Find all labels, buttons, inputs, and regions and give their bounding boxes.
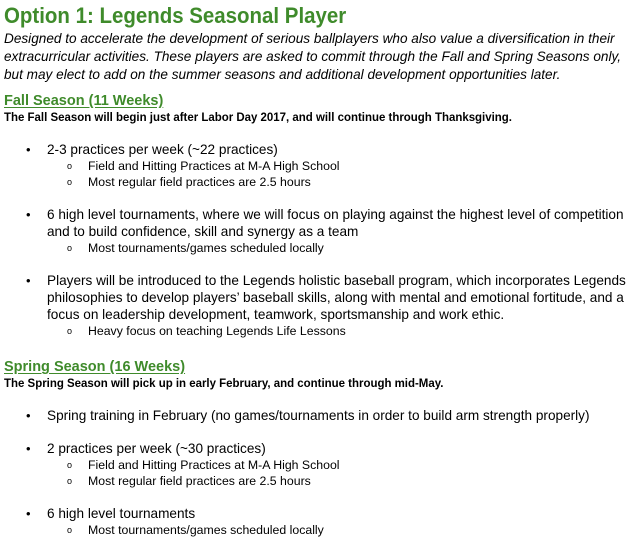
spring-season-section	[4, 358, 634, 538]
page-title: Option 1: Legends Seasonal Player	[4, 3, 347, 28]
sub-list-item-text: Most regular field practices are 2.5 hours	[88, 175, 311, 189]
sub-list-item	[4, 240, 634, 256]
circle-bullet-icon: o	[67, 476, 73, 486]
sub-list-item	[4, 457, 634, 473]
spring-season-heading: Spring Season (16 Weeks)	[4, 359, 186, 375]
sub-list-item	[4, 473, 634, 489]
sub-list	[47, 158, 634, 190]
sub-list-item-text: Most tournaments/games scheduled locally	[88, 523, 324, 537]
sub-list-item-text: Heavy focus on teaching Legends Life Lessons	[88, 324, 346, 338]
circle-bullet-icon: o	[67, 525, 73, 535]
circle-bullet-icon: o	[67, 161, 73, 171]
circle-bullet-icon: o	[67, 460, 73, 470]
spring-bullet-list	[4, 407, 634, 538]
list-item	[4, 141, 634, 190]
list-item-text: Players will be introduced to the Legends holistic baseball program, which incorporates Legends philosophies to develop players’ baseball skills, along with mental and emotional fortitude, and a focus on leadership development, teamwork, sportsmanship and work ethic.	[47, 273, 626, 322]
circle-bullet-icon: o	[67, 326, 73, 336]
sub-list	[47, 522, 634, 538]
list-item	[4, 272, 634, 339]
bullet-dot-icon: •	[26, 207, 31, 222]
spring-season-lead: The Spring Season will pick up in early February, and continue through mid-May.	[4, 376, 444, 390]
list-item-text: Spring training in February (no games/tournaments in order to build arm strength properly)	[47, 408, 590, 423]
sub-list	[47, 457, 634, 489]
fall-season-lead: The Fall Season will begin just after Labor Day 2017, and will continue through Thanksgiving.	[4, 110, 512, 124]
list-item-text: 6 high level tournaments	[47, 506, 196, 521]
sub-list-item	[4, 323, 634, 339]
list-item	[4, 505, 634, 538]
sub-list-item-text: Most tournaments/games scheduled locally	[88, 241, 324, 255]
fall-bullet-list	[4, 141, 634, 339]
sub-list-item-text: Field and Hitting Practices at M-A High School	[88, 458, 340, 472]
bullet-dot-icon: •	[26, 506, 31, 521]
sub-list-item	[4, 522, 634, 538]
circle-bullet-icon: o	[67, 177, 73, 187]
fall-season-section	[4, 92, 634, 339]
sub-list-item-text: Field and Hitting Practices at M-A High School	[88, 159, 340, 173]
sub-list-item	[4, 174, 634, 190]
circle-bullet-icon: o	[67, 243, 73, 253]
list-item	[4, 206, 634, 256]
bullet-dot-icon: •	[26, 441, 31, 456]
sub-list-item	[4, 158, 634, 174]
list-item	[4, 407, 634, 424]
list-item	[4, 440, 634, 489]
bullet-dot-icon: •	[26, 142, 31, 157]
bullet-dot-icon: •	[26, 273, 31, 288]
list-item-text: 6 high level tournaments, where we will focus on playing against the highest level of competition and to build confidence, skill and synergy as a team	[47, 207, 624, 239]
fall-season-heading: Fall Season (11 Weeks)	[4, 93, 164, 109]
list-item-text: 2 practices per week (~30 practices)	[47, 441, 266, 456]
intro-paragraph: Designed to accelerate the development of serious ballplayers who also value a diversification in their extracurricular activities. These players are asked to commit through the Fall and Spring Seasons only, but may elect to add on the summer seasons and additional development opportunities later.	[4, 31, 622, 82]
document-page	[4, 0, 634, 538]
sub-list-item-text: Most regular field practices are 2.5 hours	[88, 474, 311, 488]
list-item-text: 2-3 practices per week (~22 practices)	[47, 142, 278, 157]
sub-list	[47, 323, 634, 339]
bullet-dot-icon: •	[26, 408, 31, 423]
sub-list	[47, 240, 634, 256]
